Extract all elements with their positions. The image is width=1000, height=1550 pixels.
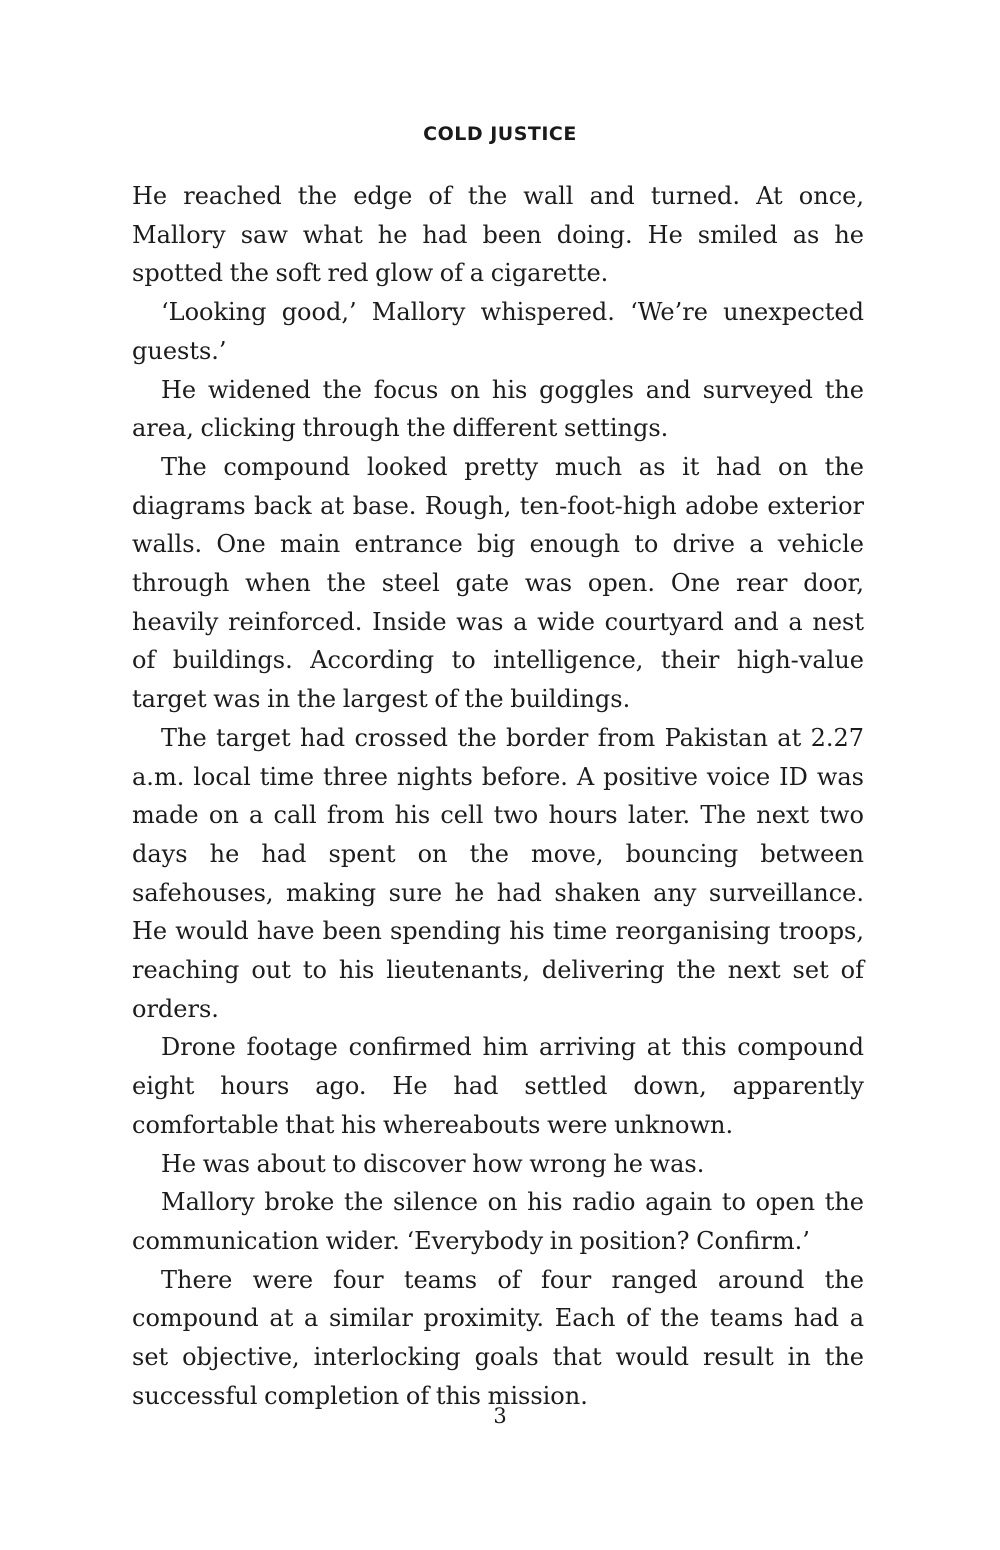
paragraph-1: He reached the edge of the wall and turned. At once, Mallory saw what he had been doing. He smiled as he spotted the soft red glow of a cigarette.	[132, 182, 864, 288]
paragraph-9: There were four teams of four ranged around the compound at a similar proximity. Each of the teams had a set objective, interlocking goals that would result in the successful completion of this mission.	[132, 1265, 864, 1410]
paragraph-3: He widened the focus on his goggles and surveyed the area, clicking through the different settings.	[132, 375, 864, 443]
body-text	[132, 177, 864, 1416]
paragraph-5: The target had crossed the border from Pakistan at 2.27 a.m. local time three nights before. A positive voice ID was made on a call from his cell two hours later. The next two days he had spent on the move, bouncing between safehouses, making sure he had shaken any surveillance. He would have been spending his time reorganising troops, reaching out to his lieutenants, delivering the next set of orders.	[132, 723, 864, 1023]
paragraph-8: Mallory broke the silence on his radio again to open the communication wider. ‘Everybody in position? Confirm.’	[132, 1188, 864, 1255]
running-head: COLD JUSTICE	[423, 123, 577, 145]
paragraph-4: The compound looked pretty much as it had on the diagrams back at base. Rough, ten-foot-high adobe exterior walls. One main entrance big enough to drive a vehicle through when the steel gate was open. One rear door, heavily reinforced. Inside was a wide courtyard and a nest of buildings. According to intelligence, their high-value target was in the largest of the buildings.	[132, 452, 864, 714]
paragraph-6: Drone footage confirmed him arriving at this compound eight hours ago. He had settled down, apparently comfortable that his whereabouts were unknown.	[132, 1033, 864, 1139]
paragraph-2: ‘Looking good,’ Mallory whispered. ‘We’re unexpected guests.’	[132, 298, 864, 365]
page-number: 3	[493, 1404, 507, 1428]
paragraph-7: He was about to discover how wrong he was.	[161, 1149, 705, 1178]
